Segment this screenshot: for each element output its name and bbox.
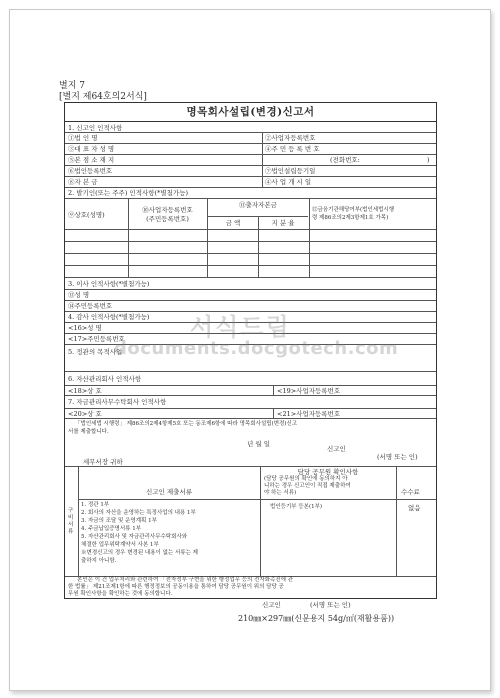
official-item: 법인등기부 등본(1부) (270, 504, 323, 510)
official-check-col-3: 니하는 경우 신고인이 직접 제출하여 (264, 483, 351, 489)
divider (207, 198, 208, 277)
attachment-item: 2. 회사의 자산을 운영하는 특정사업의 내용 1부 (81, 510, 196, 516)
attachment-item: 3. 자금의 조달 및 운영계획 1부 (81, 518, 157, 524)
divider (273, 385, 274, 395)
divider (65, 277, 436, 278)
declaration-line-1: 「법인세법 시행령」 제86조의2제4항제5호 또는 동조제6항에 따라 명목회사설립(변경)신고 (75, 421, 298, 427)
attachment-item: 5. 자산관리회사 및 자금관리사무수탁회사와 (81, 534, 188, 540)
rep-name-label: ③대 표 자 성 명 (68, 145, 115, 153)
divider (65, 385, 436, 386)
divider (65, 143, 436, 144)
divider (65, 165, 436, 166)
divider (65, 229, 436, 230)
resident-no-label: ④주 민 등 록 번 호 (265, 145, 320, 153)
divider (65, 395, 436, 396)
investor-reg-col: ⑩사업자등록번호 (142, 206, 193, 214)
divider (65, 265, 436, 266)
divider (262, 132, 263, 187)
declaration-reporter: 신고인 (327, 445, 346, 453)
consent-line-2: 한 법률」 제21조제1항에 따른 행정정보의 공동이용을 통하여 담당 공무원이 위의 담당 공 (68, 584, 284, 590)
consent-sign: (서명 또는 인) (310, 601, 351, 609)
investor-name-col: ⑨상호(성명) (68, 211, 105, 219)
auditor-name-label: <16>성 명 (68, 324, 102, 332)
fee-value: 없음 (408, 504, 421, 512)
section3-header: 3. 이사 인적사항(*별첨가능) (68, 280, 150, 288)
phone-close: ) (427, 156, 430, 164)
section4-header: 4. 감사 인적사항(*별첨가능) (68, 313, 150, 321)
investment-col: ⑪출자자본금 (239, 201, 277, 209)
divider (65, 408, 436, 409)
consent-reporter: 신고인 (262, 601, 281, 609)
official-check-col-2: (담당 공무원의 확인에 동의하지 아 (264, 476, 348, 482)
consent-line-1: 본인은 이 건 업무처리와 관련하여 「전자정부 구현을 위한 행정업무 등의 전자화촉진에 관 (77, 577, 294, 583)
divider (65, 176, 436, 177)
fee-col: 수수료 (401, 488, 420, 496)
asset-mgr-name-label: <18>상 호 (68, 387, 102, 395)
ratio-col: 지 분 율 (271, 219, 295, 227)
divider (65, 241, 436, 242)
corp-reg-no-label: ⑥법인등록번호 (68, 167, 113, 175)
divider (65, 371, 436, 372)
biz-reg-no-label: ②사업자등록번호 (265, 134, 316, 142)
attachment-item: 체결한 업무위탁계약서 사본 1부 (81, 542, 159, 548)
corp-name-label: ①법 인 명 (68, 134, 98, 142)
divider (65, 289, 436, 290)
divider (260, 466, 261, 576)
divider (273, 408, 274, 418)
reporter-docs-col: 신고인 제출서류 (145, 488, 193, 496)
divider (65, 154, 436, 155)
consent-line-3: 무원 확인사항을 확인하는 것에 동의합니다. (68, 591, 173, 597)
divider (65, 253, 436, 254)
divider (128, 198, 129, 277)
fin-inst-col: ⑫금융기관해당여부(법인세법시행 (312, 207, 395, 213)
auditor-resident-label: <17>주민등록번호 (68, 335, 125, 343)
attachment-item: ※변경신고의 경우 변경된 내용이 없는 서류는 제 (81, 550, 198, 556)
watermark-title: 서식드림 (190, 313, 291, 341)
watermark-url: documents.docgotech.com (114, 338, 399, 359)
official-check-col-4: 야 하는 서류) (264, 490, 297, 496)
investor-resident-col: (주민등록번호) (146, 215, 189, 223)
form-title: 명목회사설립(변경)신고서 (65, 103, 436, 122)
divider (65, 132, 436, 133)
asset-mgr-biz-no-label: <19>사업자등록번호 (277, 387, 341, 395)
divider (78, 466, 79, 576)
section5-header: 5. 정관의 목적사업 (68, 348, 123, 356)
fund-trustee-name-label: <20>상 호 (68, 410, 102, 418)
paper-spec: 210㎜×297㎜(신문용지 54g/㎡(재활용품)) (238, 614, 395, 623)
divider (65, 187, 436, 188)
declaration-date: 년 월 일 (247, 440, 270, 448)
addressee: 세무서장 귀하 (83, 458, 123, 466)
amount-col: 금 액 (225, 219, 241, 227)
divider (65, 300, 436, 301)
section6-header: 6. 자산관리회사 인적사항 (68, 375, 142, 383)
attachment-item: 4. 주금납입증명서류 1부 (81, 526, 142, 532)
capital-label: ⑧자 본 금 (68, 178, 98, 186)
form-number: 별지 7 (59, 81, 85, 91)
section1-header: 1. 신고인 인적사항 (68, 124, 123, 132)
official-check-col: 담당 공무원 확인사항 (297, 468, 359, 476)
divider (258, 216, 259, 277)
fund-trustee-biz-no-label: <21>사업자등록번호 (277, 410, 341, 418)
attachment-item: 1. 정관 1부 (81, 502, 110, 508)
fin-inst-col-2: 령 제86조의2제3항제1호 가목) (312, 215, 389, 221)
declaration-sign: (서명 또는 인) (377, 453, 418, 461)
divider (396, 466, 397, 576)
section7-header: 7. 자금관리사무수탁회사 인적사항 (68, 398, 167, 406)
attachments-side-label: 구비서류 (68, 508, 74, 535)
director-name-label: ⑬성 명 (68, 291, 90, 299)
divider (65, 198, 436, 199)
phone-label: (전화번호: (330, 156, 360, 164)
divider (309, 198, 310, 277)
section2-header: 2. 발기인(또는 주주) 인적사항(*별첨가능) (68, 189, 188, 197)
attachment-reference: [별지 제64호의2서식] (59, 92, 147, 102)
divider (65, 418, 436, 419)
declaration-line-2: 서를 제출합니다. (68, 429, 109, 435)
corp-est-date-label: ⑦법인설립등기일 (265, 167, 316, 175)
divider (65, 466, 436, 467)
divider (78, 499, 436, 500)
director-resident-label: ⑭주민등록번호 (68, 302, 113, 310)
attachment-item: 출하지 아니함. (81, 558, 117, 564)
biz-start-label: ④사 업 개 시 일 (265, 178, 312, 186)
hq-address-label: ⑤본 점 소 재 지 (68, 156, 115, 164)
